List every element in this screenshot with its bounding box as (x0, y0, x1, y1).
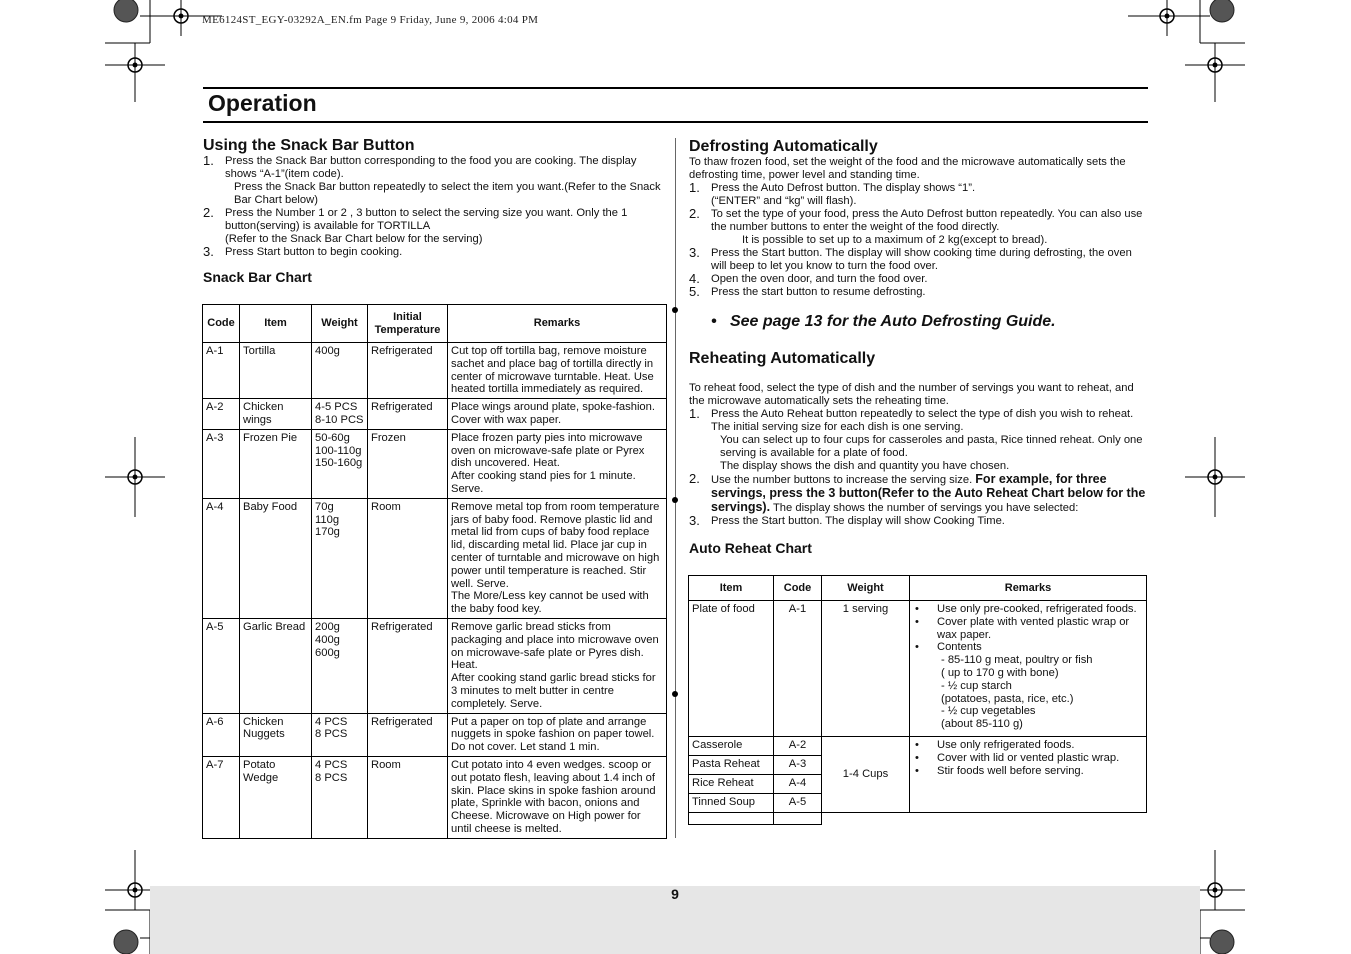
item-cell: Frozen Pie (240, 429, 312, 498)
step-number: 3. (689, 245, 700, 260)
code-cell: A-5 (203, 618, 240, 713)
table-row (689, 736, 1147, 755)
code-cell: A-1 (774, 601, 822, 737)
item-cell: Plate of food (689, 601, 774, 737)
code-cell: A-4 (203, 498, 240, 618)
item-cell: Rice Reheat (689, 774, 774, 793)
step-text-bold: For example, for three servings, press the 3 button(Refer to the Auto Reheat Chart below for the servings). (711, 472, 1146, 514)
column-divider (675, 138, 676, 838)
remark-bullet: • Use only refrigerated foods. (913, 739, 1143, 752)
defrost-step-1 (689, 182, 1147, 208)
step-text: Use the number buttons to increase the serving size. (711, 474, 973, 486)
item-cell: Chicken Nuggets (240, 713, 312, 756)
reheat-step-3 (689, 515, 1147, 528)
defrost-heading: Defrosting Automatically (689, 138, 878, 155)
step-text: Press the Auto Reheat button repeatedly to select the type of dish you wish to reheat. The initial serving size for each dish is one serving. (711, 408, 1134, 433)
page-title: Operation (208, 90, 317, 116)
table-row (203, 713, 667, 756)
step-extra: Press the Snack Bar button repeatedly to select the item you want.(Refer to the Snack Bar Chart below) (234, 181, 661, 206)
col-header-weight: Weight (822, 576, 910, 601)
remark-sub: - 85-110 g meat, poultry or fish ( up to 170 g with bone) (941, 654, 1093, 679)
step-extra: You can select up to four cups for casseroles and pasta, Rice tinned reheat. Only one serving is available for a plate of food. (720, 434, 1143, 459)
reheat-intro: To reheat food, select the type of dish and the number of servings you want to reheat, and the microwave automatically sets the reheating time. (689, 382, 1134, 407)
temperature-cell: Room (368, 756, 448, 838)
file-info-header: ME6124ST_EGY-03292A_EN.fm Page 9 Friday, June 9, 2006 4:04 PM (202, 14, 539, 26)
remarks-cell: Place wings around plate, spoke-fashion. Cover with wax paper. (448, 399, 667, 430)
temperature-cell: Refrigerated (368, 343, 448, 399)
code-cell: A-5 (774, 793, 822, 812)
step-number: 5. (689, 284, 700, 299)
col-header-temperature: Initial Temperature (368, 305, 448, 343)
remarks-cell: Place frozen party pies into microwave oven on microwave-safe plate or Pyrex dish uncovered. Heat. After cooking stand pies for 1 minute. Serve. (448, 429, 667, 498)
step-number: 3. (689, 513, 700, 528)
code-cell: A-6 (203, 713, 240, 756)
remarks-cell: Remove metal top from room temperature jars of baby food. Remove plastic lid and metal lid from cups of baby food replace lid, discarding metal lid. Place jar cup in center of turntable and microwave on high power until temperature is reached. Stir well. Serve. The More/Less key cannot be used with the baby food key. (448, 498, 667, 618)
defrost-guide-note: • See page 13 for the Auto Defrosting Guide. (711, 313, 1056, 330)
step-extra: The display shows the dish and quantity you have chosen. (720, 460, 1010, 472)
reheat-step-1 (689, 408, 1147, 473)
table-row (203, 343, 667, 399)
snack-step-2 (203, 207, 666, 246)
col-header-item: Item (240, 305, 312, 343)
remark-sub: - ½ cup vegetables (about 85-110 g) (941, 705, 1036, 731)
step-text: Press the Auto Defrost button. The display shows “1”. (“ENTER” and “kg” will flash). (711, 182, 976, 207)
remark-bullet: • Cover with lid or vented plastic wrap. (913, 752, 1143, 765)
item-cell: Casserole (689, 736, 774, 755)
item-cell: Potato Wedge (240, 756, 312, 838)
snack-step-1 (203, 155, 666, 207)
remark-bullet: • Contents (913, 641, 1143, 654)
step-number: 2. (203, 205, 214, 220)
defrost-step-5 (689, 286, 1147, 299)
remarks-cell: Cut potato into 4 even wedges. scoop or out potato flesh, leaving about 1.4 inch of skin. Place skins in spoke fashion around plate, Sprinkle with bacon, onions and Cheese. Microwave on High power for until cheese is melted. (448, 756, 667, 838)
divider-dot (672, 691, 678, 697)
code-cell: A-7 (203, 756, 240, 838)
weight-cell: 200g 400g 600g (312, 618, 368, 713)
code-cell: A-2 (203, 399, 240, 430)
item-cell: Pasta Reheat (689, 755, 774, 774)
item-cell: Garlic Bread (240, 618, 312, 713)
weight-cell: 70g 110g 170g (312, 498, 368, 618)
reheat-heading: Reheating Automatically (689, 350, 876, 367)
temperature-cell: Frozen (368, 429, 448, 498)
remark-bullet: • Cover plate with vented plastic wrap or wax paper. (913, 616, 1143, 642)
remark-sub: - ½ cup starch (potatoes, pasta, rice, etc.) (941, 679, 1074, 705)
defrost-section (689, 138, 1147, 556)
weight-cell: 4-5 PCS 8-10 PCS (312, 399, 368, 430)
reheat-chart-heading: Auto Reheat Chart (689, 540, 812, 556)
snack-bar-chart (202, 304, 667, 839)
step-text: Press the start button to resume defrosting. (711, 286, 926, 298)
table-row (203, 429, 667, 498)
table-row (203, 498, 667, 618)
remark-bullet: • Stir foods well before serving. (913, 765, 1143, 778)
auto-reheat-chart (688, 575, 1147, 825)
title-rule-top (203, 87, 1148, 89)
remarks-cell: Put a paper on top of plate and arrange nuggets in spoke fashion on paper towel. Do not cover. Let stand 1 min. (448, 713, 667, 756)
col-header-item: Item (689, 576, 774, 601)
col-header-code: Code (774, 576, 822, 601)
temperature-cell: Refrigerated (368, 618, 448, 713)
step-text: Press the Start button. The display will show cooking time during defrosting, the oven will beep to let you know to turn the food over. (711, 247, 1132, 272)
temperature-cell: Refrigerated (368, 399, 448, 430)
step-text: Press the Number 1 or 2 , 3 button to select the serving size you want. Only the 1 button(serving) is available for TORTILLA (225, 207, 628, 232)
defrost-intro: To thaw frozen food, set the weight of the food and the microwave automatically sets the defrosting time, power level and standing time. (689, 156, 1126, 181)
defrost-step-3 (689, 247, 1147, 273)
weight-cell: 4 PCS 8 PCS (312, 713, 368, 756)
step-number: 2. (689, 471, 700, 486)
col-header-code: Code (203, 305, 240, 343)
code-cell: A-3 (774, 755, 822, 774)
step-text: Press the Snack Bar button corresponding to the food you are cooking. The display shows “A-1”(item code). (225, 155, 637, 180)
code-cell (774, 812, 822, 824)
table-row-spacer (689, 812, 1147, 824)
step-text: Open the oven door, and turn the food over. (711, 273, 928, 285)
step-number: 3. (203, 244, 214, 259)
temperature-cell: Room (368, 498, 448, 618)
snack-bar-heading: Using the Snack Bar Button (203, 137, 415, 154)
table-row (203, 618, 667, 713)
temperature-cell: Refrigerated (368, 713, 448, 756)
item-cell: Chicken wings (240, 399, 312, 430)
table-row (689, 601, 1147, 737)
item-cell: Tortilla (240, 343, 312, 399)
table-row (203, 399, 667, 430)
defrost-step-2 (689, 208, 1147, 247)
remarks-cell: Cut top off tortilla bag, remove moisture sachet and place bag of tortilla directly in center of microwave turntable. Heat. Use heated tortilla immediately as required. (448, 343, 667, 399)
step-number: 1. (689, 180, 700, 195)
weight-cell: 4 PCS 8 PCS (312, 756, 368, 838)
title-rule-bottom (203, 121, 1148, 123)
defrost-step-4 (689, 273, 1147, 286)
item-cell (689, 812, 774, 824)
item-cell: Baby Food (240, 498, 312, 618)
step-number: 1. (203, 153, 214, 168)
code-cell: A-2 (774, 736, 822, 755)
weight-cell: 50-60g 100-110g 150-160g (312, 429, 368, 498)
code-cell: A-1 (203, 343, 240, 399)
snack-step-3 (203, 246, 666, 259)
col-header-remarks: Remarks (910, 576, 1147, 601)
remark-bullet: • Use only pre-cooked, refrigerated foods. (913, 603, 1143, 616)
step-text: Press Start button to begin cooking. (225, 246, 403, 258)
snack-bar-section (203, 137, 666, 285)
weight-cell: 1-4 Cups (822, 736, 910, 812)
snack-chart-heading: Snack Bar Chart (203, 269, 312, 285)
remarks-cell (910, 601, 1147, 737)
step-extra: (Refer to the Snack Bar Chart below for the serving) (225, 233, 483, 245)
code-cell: A-3 (203, 429, 240, 498)
divider-dot (672, 307, 678, 313)
reheat-step-2 (689, 473, 1147, 515)
col-header-remarks: Remarks (448, 305, 667, 343)
step-number: 1. (689, 406, 700, 421)
step-extra: It is possible to set up to a maximum of 2 kg(except to bread). (742, 234, 1048, 246)
code-cell: A-4 (774, 774, 822, 793)
step-text: Press the Start button. The display will show Cooking Time. (711, 515, 1005, 527)
table-row (203, 756, 667, 838)
weight-cell: 400g (312, 343, 368, 399)
page-number: 9 (671, 886, 679, 902)
remarks-cell: Remove garlic bread sticks from packaging and place into microwave oven on microwave-safe plate or Pyres dish. Heat. After cooking stand garlic bread sticks for 3 minutes to melt butter in centre completely. Serve. (448, 618, 667, 713)
remarks-cell (910, 736, 1147, 812)
step-number: 2. (689, 206, 700, 221)
weight-cell: 1 serving (822, 601, 910, 737)
step-text: To set the type of your food, press the Auto Defrost button repeatedly. You can also use the number buttons to enter the weight of the food directly. (711, 208, 1143, 233)
step-number: 4. (689, 271, 700, 286)
divider-dot (672, 497, 678, 503)
step-text: The display shows the number of servings you have selected: (772, 502, 1079, 514)
col-header-weight: Weight (312, 305, 368, 343)
item-cell: Tinned Soup (689, 793, 774, 812)
